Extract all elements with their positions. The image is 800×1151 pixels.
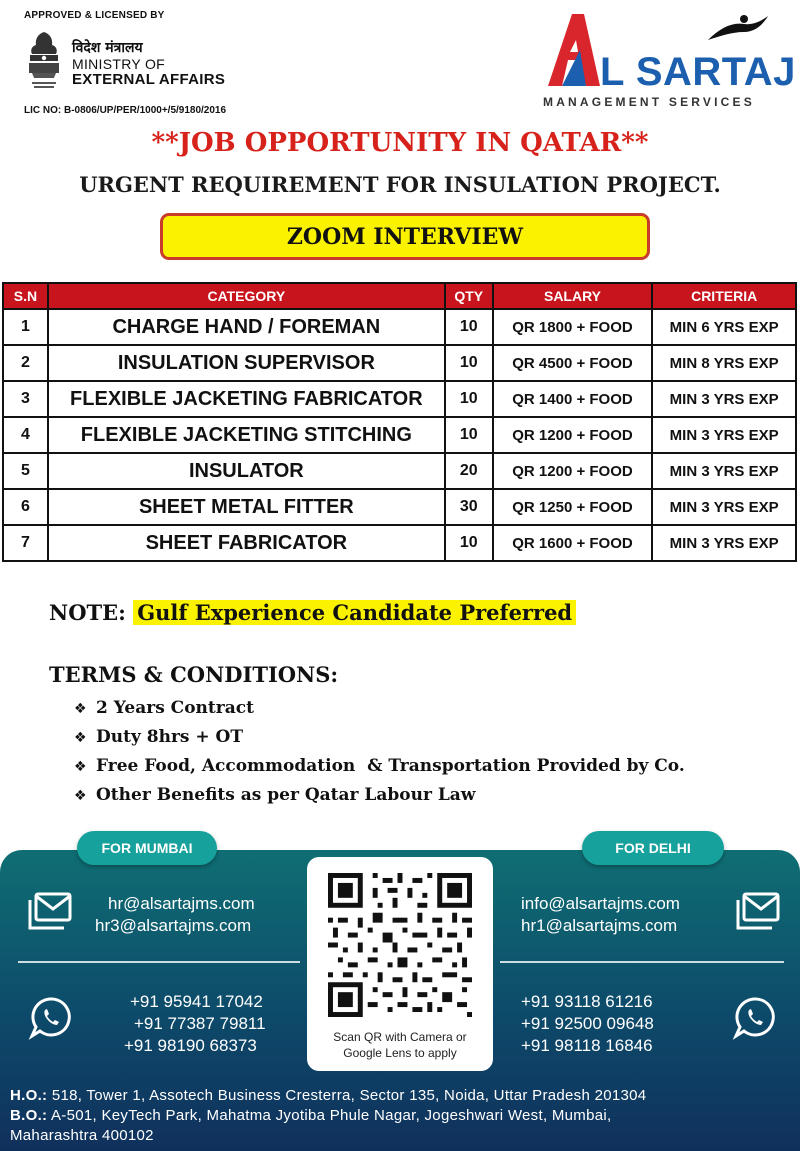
cell-qty: 30 — [445, 489, 493, 525]
mumbai-pill: FOR MUMBAI — [77, 831, 217, 865]
list-item: ❖ Other Benefits as per Qatar Labour Law — [74, 781, 685, 810]
interview-label: ZOOM INTERVIEW — [286, 223, 524, 250]
cell-qty: 10 — [445, 417, 493, 453]
cell-sn: 7 — [3, 525, 48, 561]
whatsapp-icon — [28, 996, 76, 1040]
cell-category: SHEET FABRICATOR — [48, 525, 445, 561]
cell-salary: QR 1200 + FOOD — [493, 453, 653, 489]
delhi-phone-3[interactable]: +91 98118 16846 — [521, 1036, 653, 1055]
cell-sn: 2 — [3, 345, 48, 381]
delhi-pill: FOR DELHI — [582, 831, 724, 865]
cell-criteria: MIN 3 YRS EXP — [652, 525, 796, 561]
table-row — [3, 417, 796, 453]
cell-sn: 5 — [3, 453, 48, 489]
mumbai-phone-3[interactable]: +91 98190 68373 — [124, 1036, 257, 1055]
terms-title: TERMS & CONDITIONS: — [49, 662, 339, 687]
divider-right — [500, 961, 784, 963]
bullet-diamond-icon: ❖ — [74, 701, 87, 717]
delhi-email-2[interactable]: hr1@alsartajms.com — [521, 916, 678, 935]
cell-criteria: MIN 3 YRS EXP — [652, 381, 796, 417]
delhi-phone-2[interactable]: +91 92500 09648 — [521, 1014, 654, 1033]
mumbai-phone-1[interactable]: +91 95941 17042 — [130, 992, 263, 1011]
cell-category: INSULATOR — [48, 453, 445, 489]
ministry-block — [72, 40, 225, 88]
ministry-line2: EXTERNAL AFFAIRS — [72, 71, 226, 88]
table-row — [3, 489, 796, 525]
table-row — [3, 381, 796, 417]
note-line — [49, 600, 576, 625]
delhi-phone-1[interactable]: +91 93118 61216 — [521, 992, 653, 1011]
cell-criteria: MIN 3 YRS EXP — [652, 453, 796, 489]
header-sn: S.N — [3, 283, 48, 309]
email-icon — [734, 890, 782, 934]
cell-category: CHARGE HAND / FOREMAN — [48, 309, 445, 345]
table-row — [3, 525, 796, 561]
cell-qty: 10 — [445, 525, 493, 561]
list-item: ❖ Duty 8hrs + OT — [74, 723, 685, 752]
cell-salary: QR 4500 + FOOD — [493, 345, 653, 381]
table-row — [3, 345, 796, 381]
qr-caption: Scan QR with Camera or Google Lens to apply — [333, 1030, 467, 1060]
cell-criteria: MIN 3 YRS EXP — [652, 489, 796, 525]
cell-salary: QR 1800 + FOOD — [493, 309, 653, 345]
cell-salary: QR 1400 + FOOD — [493, 381, 653, 417]
cell-category: FLEXIBLE JACKETING FABRICATOR — [48, 381, 445, 417]
branch-office-address: B.O.: A-501, KeyTech Park, Mahatma Jyotiba Phule Nagar, Jogeshwari West, Mumbai, — [10, 1107, 612, 1124]
cell-category: SHEET METAL FITTER — [48, 489, 445, 525]
delhi-email-1[interactable]: info@alsartajms.com — [521, 894, 680, 913]
bullet-diamond-icon: ❖ — [74, 730, 87, 746]
cell-qty: 20 — [445, 453, 493, 489]
cell-qty: 10 — [445, 381, 493, 417]
table-row — [3, 309, 796, 345]
mumbai-email-2[interactable]: hr3@alsartajms.com — [95, 916, 252, 935]
list-item: ❖ 2 Years Contract — [74, 694, 685, 723]
mumbai-email-1[interactable]: hr@alsartajms.com — [108, 894, 255, 913]
note-text: Gulf Experience Candidate Preferred — [133, 600, 576, 625]
cell-criteria: MIN 6 YRS EXP — [652, 309, 796, 345]
cell-category: FLEXIBLE JACKETING STITCHING — [48, 417, 445, 453]
note-label: NOTE: — [49, 600, 126, 625]
head-office-address: H.O.: 518, Tower 1, Assotech Business Cresterra, Sector 135, Noida, Uttar Pradesh 201304 — [10, 1087, 647, 1104]
header-qty: QTY — [445, 283, 493, 309]
license-number: LIC NO: B-0806/UP/PER/1000+/5/9180/2016 — [24, 105, 227, 116]
cell-salary: QR 1200 + FOOD — [493, 417, 653, 453]
list-item: ❖ Free Food, Accommodation & Transportation Provided by Co. — [74, 752, 685, 781]
cell-sn: 4 — [3, 417, 48, 453]
mumbai-phone-2[interactable]: +91 77387 79811 — [134, 1014, 266, 1033]
cell-qty: 10 — [445, 309, 493, 345]
cell-category: INSULATION SUPERVISOR — [48, 345, 445, 381]
terms-list — [74, 694, 685, 810]
sub-title: URGENT REQUIREMENT FOR INSULATION PROJECT. — [79, 172, 721, 197]
branch-office-address-line2: Maharashtra 400102 — [10, 1127, 154, 1144]
qr-code-icon[interactable] — [328, 872, 472, 1018]
cell-sn: 1 — [3, 309, 48, 345]
cell-qty: 10 — [445, 345, 493, 381]
main-title: **JOB OPPORTUNITY IN QATAR** — [151, 128, 649, 158]
cell-salary: QR 1600 + FOOD — [493, 525, 653, 561]
job-table — [2, 282, 797, 562]
ministry-line1: MINISTRY OF — [72, 56, 166, 72]
table-row — [3, 453, 796, 489]
cell-criteria: MIN 3 YRS EXP — [652, 417, 796, 453]
interview-badge — [160, 213, 650, 260]
national-emblem-icon — [24, 30, 64, 92]
whatsapp-icon — [732, 996, 780, 1040]
ministry-hindi: विदेश मंत्रालय — [72, 40, 143, 56]
divider-left — [18, 961, 300, 963]
header-salary: SALARY — [493, 283, 653, 309]
logo-name: L SARTAJ — [600, 50, 796, 94]
header-criteria: CRITERIA — [652, 283, 796, 309]
header-category: CATEGORY — [48, 283, 445, 309]
bullet-diamond-icon: ❖ — [74, 759, 87, 775]
cell-sn: 6 — [3, 489, 48, 525]
approved-label: APPROVED & LICENSED BY — [24, 10, 165, 21]
email-icon — [26, 890, 74, 934]
cell-sn: 3 — [3, 381, 48, 417]
logo-subtitle: MANAGEMENT SERVICES — [543, 95, 755, 109]
table-header-row — [3, 283, 796, 309]
cell-salary: QR 1250 + FOOD — [493, 489, 653, 525]
cell-criteria: MIN 8 YRS EXP — [652, 345, 796, 381]
bullet-diamond-icon: ❖ — [74, 788, 87, 804]
